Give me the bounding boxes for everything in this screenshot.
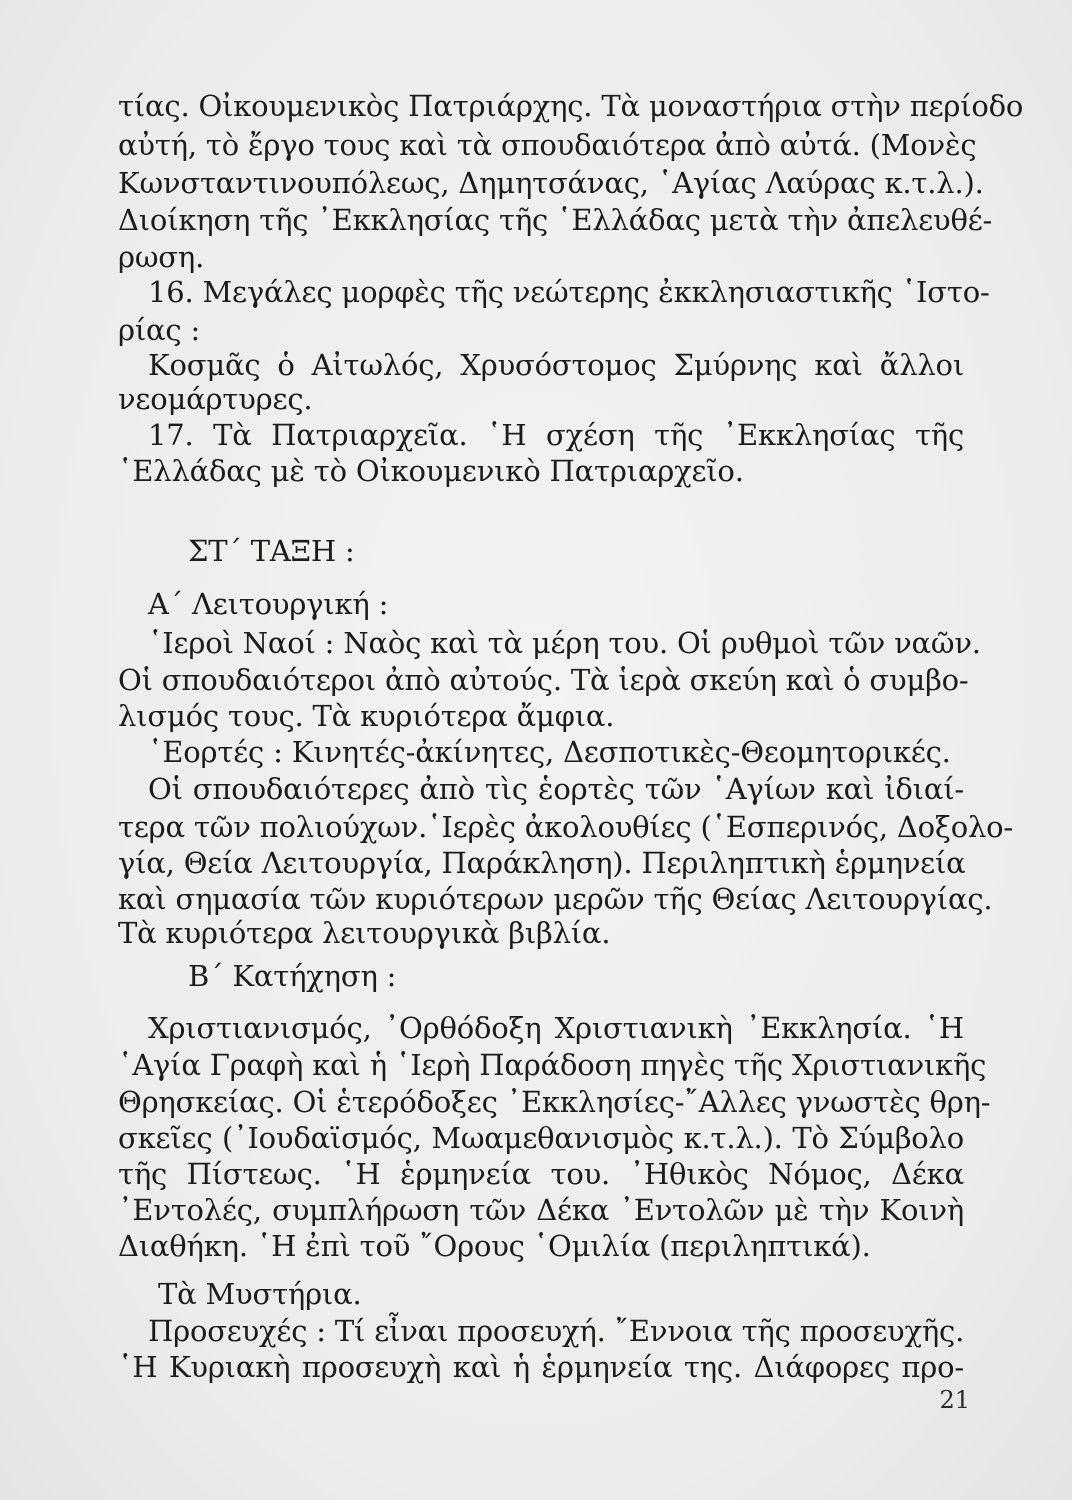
- text-line-27: σκεῖες (᾿Ιουδαϊσμός, Μωαμεθανισμὸς κ.τ.λ.). Τὸ Σύμβολο: [118, 1121, 964, 1155]
- text-line-33: ῾Η Κυριακὴ προσευχὴ καὶ ἡ ἑρμηνεία της. Διάφορες προ-: [118, 1350, 964, 1384]
- text-line-28: τῆς Πίστεως. ῾Η ἑρμηνεία του. ᾿Ηθικὸς Νόμος, Δέκα: [118, 1157, 964, 1191]
- text-line-9: νεομάρτυρες.: [118, 382, 313, 416]
- page-number: 21: [939, 1386, 970, 1414]
- text-line-2: αὐτή, τὸ ἔργο τους καὶ τὰ σπουδαιότερα ἀπὸ αὐτά. (Μονὲς: [118, 128, 977, 162]
- text-line-7: ρίας :: [118, 313, 201, 347]
- section-heading-grade-6: ΣΤ΄ ΤΑΞΗ :: [188, 534, 355, 568]
- text-line-31: Τὰ Μυστήρια.: [158, 1277, 362, 1311]
- subheading-liturgics: Α΄ Λειτουργική :: [148, 587, 389, 621]
- text-line-10: 17. Τὰ Πατριαρχεῖα. ῾Η σχέση τῆς ᾿Εκκλησίας τῆς: [148, 418, 964, 452]
- text-line-17: ῾Εορτές : Κινητές-ἀκίνητες, Δεσποτικὲς-Θεομητορικές.: [148, 735, 951, 769]
- text-line-26: Θρησκείας. Οἱ ἑτερόδοξες ᾿Εκκλησίες-῎Αλλες γνωστὲς θρη-: [118, 1085, 991, 1119]
- text-line-20: γία, Θεία Λειτουργία, Παράκληση). Περιληπτικὴ ἑρμηνεία: [118, 846, 966, 880]
- text-line-25: ῾Αγία Γραφὴ καὶ ἡ ῾Ιερὴ Παράδοση πηγὲς τῆς Χριστιανικῆς: [118, 1048, 987, 1082]
- text-line-29: ᾿Εντολές, συμπλήρωση τῶν Δέκα ᾿Εντολῶν μὲ τὴν Κοινὴ: [118, 1193, 964, 1227]
- text-line-3: Κωνσταντινουπόλεως, Δημητσάνας, ῾Αγίας Λαύρας κ.τ.λ.).: [118, 166, 984, 200]
- text-line-1: τίας. Οἰκουμενικὸς Πατριάρχης. Τὰ μοναστήρια στὴν περίοδο: [118, 89, 1024, 123]
- text-line-21: καὶ σημασία τῶν κυριότερων μερῶν τῆς Θείας Λειτουργίας.: [118, 882, 993, 916]
- text-line-6: 16. Μεγάλες μορφὲς τῆς νεώτερης ἐκκλησιαστικῆς ῾Ιστο-: [148, 275, 990, 309]
- subheading-catechesis: Β΄ Κατήχηση :: [188, 959, 397, 993]
- text-line-32: Προσευχές : Τί εἶναι προσευχή. ῎Εννοια τῆς προσευχῆς.: [148, 1314, 965, 1348]
- text-line-30: Διαθήκη. ῾Η ἐπὶ τοῦ ῎Ορους ῾Ομιλία (περιληπτικά).: [118, 1229, 871, 1263]
- text-line-15: Οἱ σπουδαιότεροι ἀπὸ αὐτούς. Τὰ ἱερὰ σκεύη καὶ ὁ συμβο-: [118, 663, 969, 697]
- text-line-19: τερα τῶν πολιούχων.῾Ιερὲς ἀκολουθίες (῾Εσπερινός, Δοξολο-: [118, 810, 1014, 844]
- text-line-5: ρωση.: [118, 240, 205, 274]
- text-line-4: Διοίκηση τῆς ᾿Εκκλησίας τῆς ῾Ελλάδας μετὰ τὴν ἀπελευθέ-: [118, 203, 993, 237]
- text-line-16: λισμός τους. Τὰ κυριότερα ἄμφια.: [118, 699, 615, 733]
- text-line-14: ῾Ιεροὶ Ναοί : Ναὸς καὶ τὰ μέρη του. Οἱ ρυθμοὶ τῶν ναῶν.: [148, 626, 981, 660]
- text-line-24: Χριστιανισμός, ᾿Ορθόδοξη Χριστιανικὴ ᾿Εκκλησία. ῾Η: [148, 1011, 964, 1045]
- text-line-11: ῾Ελλάδας μὲ τὸ Οἰκουμενικὸ Πατριαρχεῖο.: [118, 454, 744, 488]
- text-line-22: Τὰ κυριότερα λειτουργικὰ βιβλία.: [118, 916, 611, 950]
- text-line-8: Κοσμᾶς ὁ Αἰτωλός, Χρυσόστομος Σμύρνης καὶ ἄλλοι: [148, 348, 964, 382]
- text-line-18: Οἱ σπουδαιότερες ἀπὸ τὶς ἑορτὲς τῶν ῾Αγίων καὶ ἰδιαί-: [148, 772, 964, 806]
